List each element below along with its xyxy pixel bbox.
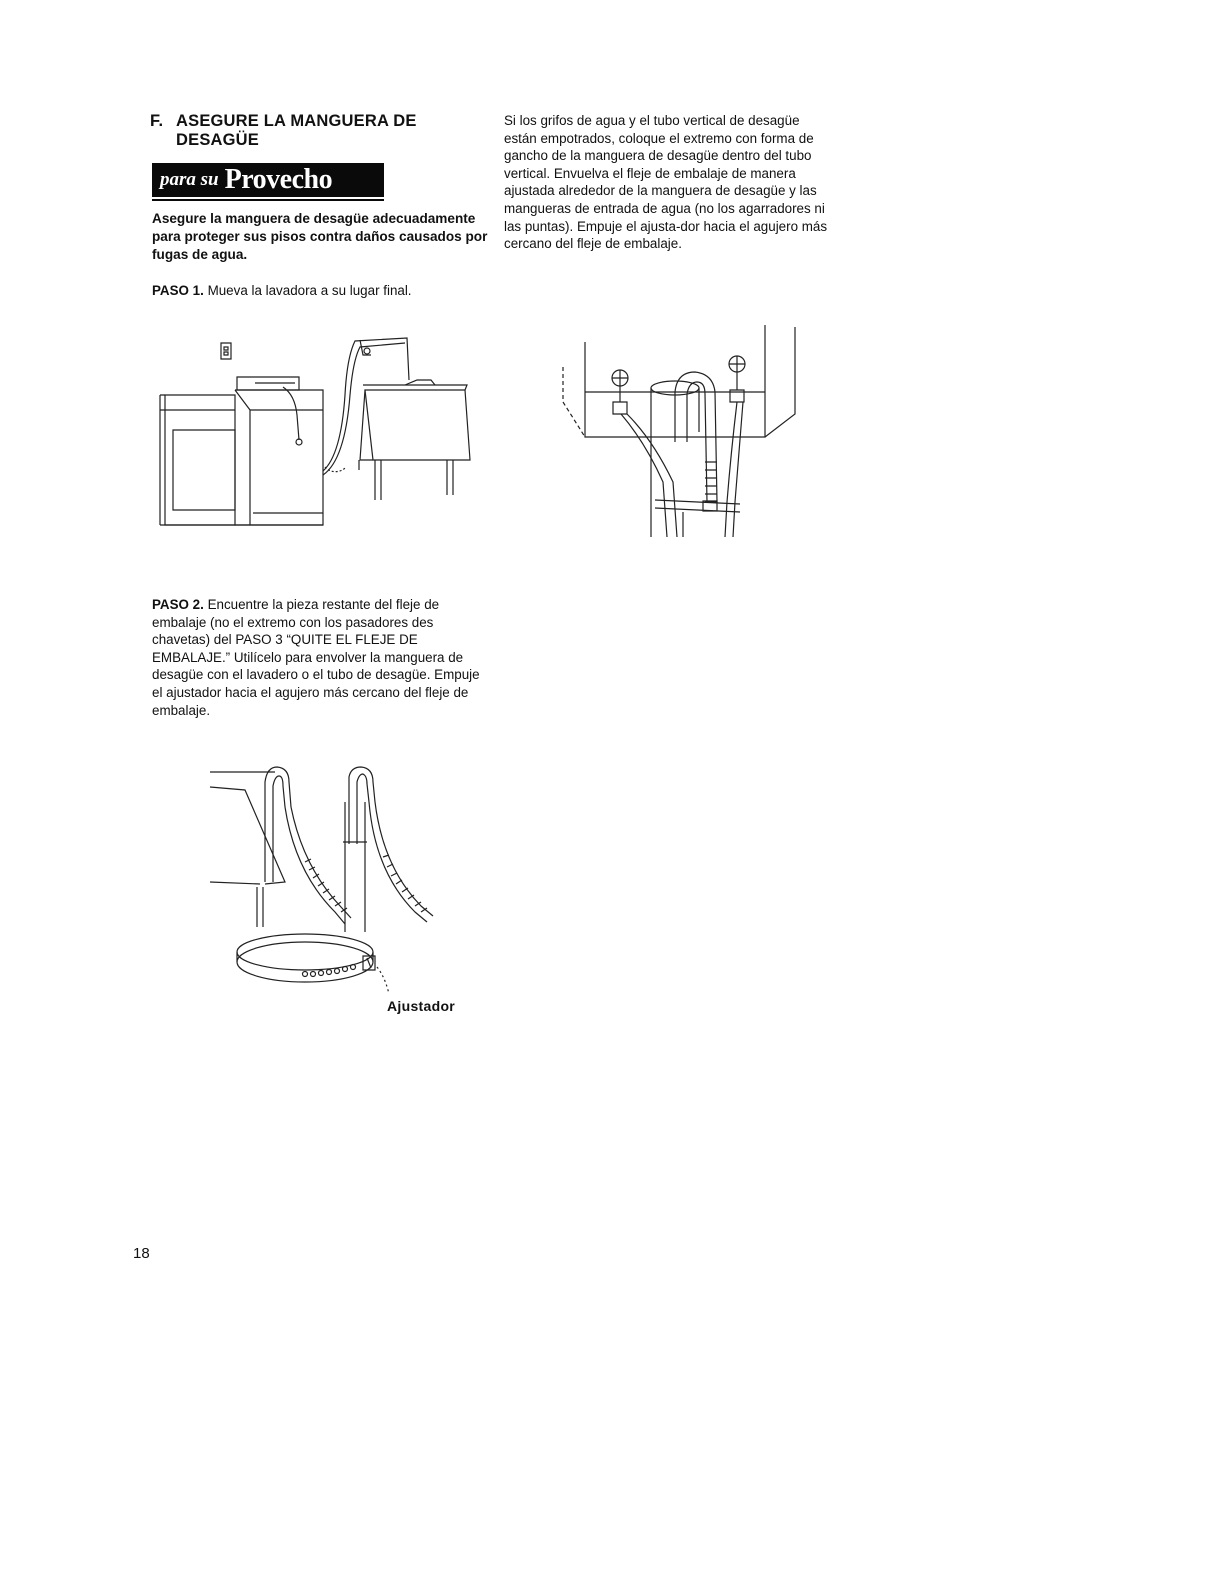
- page-number: 18: [133, 1245, 150, 1262]
- standpipe-paragraph: Si los grifos de agua y el tubo vertical de desagüe están empotrados, coloque el extremo con forma de gancho de la manguera de desagüe dentro del tubo vertical. Envuelva el fleje de embalaje de manera ajustada alrededor de la manguera de desagüe y las mangueras de entrada de agua (no los agarradores ni las puntas). Empuje el ajusta-dor hacia el agujero más cercano del fleje de embalaje.: [504, 113, 828, 252]
- recessed-standpipe-illustration: [555, 322, 805, 537]
- step2-label: PASO 2.: [152, 597, 204, 612]
- step1-paragraph: [152, 282, 492, 300]
- benefit-badge: [152, 163, 384, 197]
- badge-word: Provecho: [224, 164, 333, 195]
- section-title-line1: ASEGURE LA MANGUERA DE: [176, 112, 417, 130]
- section-heading: [150, 112, 470, 150]
- adjuster-label: Ajustador: [387, 998, 456, 1014]
- benefit-text: Asegure la manguera de desagüe adecuadamente para proteger sus pisos contra daños causados por fugas de agua.: [152, 211, 488, 262]
- washer-and-laundry-tub-illustration: [155, 335, 475, 530]
- hose-strap-illustration: [205, 762, 450, 992]
- badge-prefix: para su: [160, 169, 219, 190]
- step1-label: PASO 1.: [152, 283, 204, 298]
- step1-text: Mueva la lavadora a su lugar final.: [207, 283, 412, 298]
- section-title-line2: DESAGÜE: [176, 131, 259, 149]
- step2-text: Encuentre la pieza restante del fleje de embalaje (no el extremo con los pasadores des chavetas) del PASO 3 “QUITE EL FLEJE DE EMBALAJE.” Utilícelo para envolver la manguera de desagüe con el lavadero o el tubo de desagüe. Empuje el ajustador hacia el agujero más cercano del fleje de embalaje.: [152, 597, 480, 718]
- step2-paragraph: [152, 596, 492, 719]
- badge-underline: [152, 199, 384, 201]
- section-letter: F.: [150, 112, 164, 130]
